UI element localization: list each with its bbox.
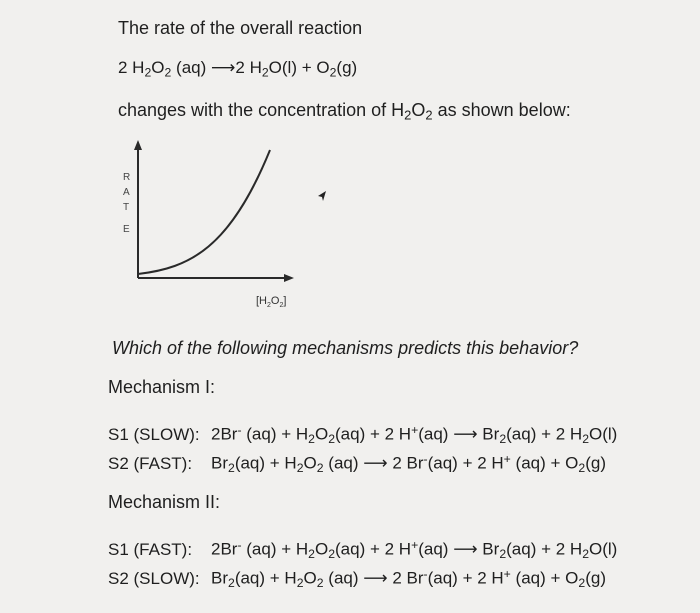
x-axis-label: $[H_2O_2]$ bbox=[256, 295, 287, 309]
reaction-sub: 2 bbox=[261, 65, 269, 80]
reaction-text: O bbox=[151, 58, 165, 77]
reaction-text: (aq) bbox=[171, 58, 212, 77]
mechanism-1-step-2: S2 (FAST): $Br_2(aq) + H_2O_2$ (aq) ⟶ 2 Br-(aq) + 2 H+ $(aq) + O_2(g)$ bbox=[108, 452, 606, 475]
mechanism-2-step-1: S1 (FAST): 2Br- $(aq) + H_2O_2(aq) + 2$ H+(aq) ⟶ $Br_2(aq) + 2$ $H_2O(l)$ bbox=[108, 538, 618, 561]
step-label: S2 (FAST): bbox=[108, 453, 193, 473]
y-axis-letter: E bbox=[123, 224, 130, 235]
reaction-text: (g) bbox=[336, 58, 358, 77]
concentration-line bbox=[118, 100, 571, 123]
reaction-arrow-icon: ⟶ bbox=[453, 424, 478, 444]
y-axis-letter: R bbox=[123, 172, 131, 183]
intro-line: The rate of the overall reaction bbox=[118, 18, 363, 38]
reaction-arrow-icon: ⟶ bbox=[453, 539, 478, 559]
y-axis-letter: A bbox=[123, 187, 130, 198]
mechanism-1-title: Mechanism I: bbox=[108, 377, 216, 397]
mechanism-2-step-2: S2 (SLOW): $Br_2(aq) + H_2O_2$ (aq) ⟶ 2 Br-(aq) + 2 H+ $(aq) + O_2(g)$ bbox=[108, 567, 606, 590]
step-label: S2 (SLOW): bbox=[108, 568, 200, 588]
overall-reaction bbox=[118, 58, 357, 79]
concentration-text: changes with the concentration of H bbox=[118, 100, 405, 120]
x-axis-arrow-icon bbox=[284, 274, 294, 282]
reaction-sub: 2 bbox=[144, 65, 152, 80]
reaction-arrow-icon: ⟶ bbox=[211, 58, 236, 77]
reaction-sub: 2 bbox=[329, 65, 337, 80]
mechanism-1-step-1: S1 (SLOW): 2Br- $(aq) + H_2O_2(aq) + 2$ H+(aq) ⟶ $Br_2(aq) + 2$ $H_2O(l)$ bbox=[108, 423, 618, 446]
reaction-arrow-icon: ⟶ bbox=[363, 453, 388, 473]
reaction-text: O(l) + O bbox=[268, 58, 330, 77]
reaction-arrow-icon: ⟶ bbox=[363, 568, 388, 588]
step-label: S1 (FAST): bbox=[108, 539, 193, 559]
concentration-text: as shown below: bbox=[432, 100, 571, 120]
y-axis-letter: T bbox=[123, 202, 130, 213]
rate-curve bbox=[138, 150, 270, 274]
concentration-text: O bbox=[411, 100, 426, 120]
concentration-sub: 2 bbox=[425, 107, 433, 123]
y-axis-arrow-icon bbox=[134, 140, 142, 150]
reaction-text: 2 H bbox=[235, 58, 262, 77]
reaction-sub: 2 bbox=[164, 65, 172, 80]
reaction-text: 2 H bbox=[118, 58, 145, 77]
rate-graph bbox=[100, 138, 330, 318]
mechanism-2-title: Mechanism II: bbox=[108, 492, 221, 512]
mouse-pointer-icon bbox=[316, 190, 330, 204]
concentration-sub: 2 bbox=[404, 107, 412, 123]
question-text: Which of the following mechanisms predicts this behavior? bbox=[112, 338, 579, 358]
step-label: S1 (SLOW): bbox=[108, 424, 200, 444]
